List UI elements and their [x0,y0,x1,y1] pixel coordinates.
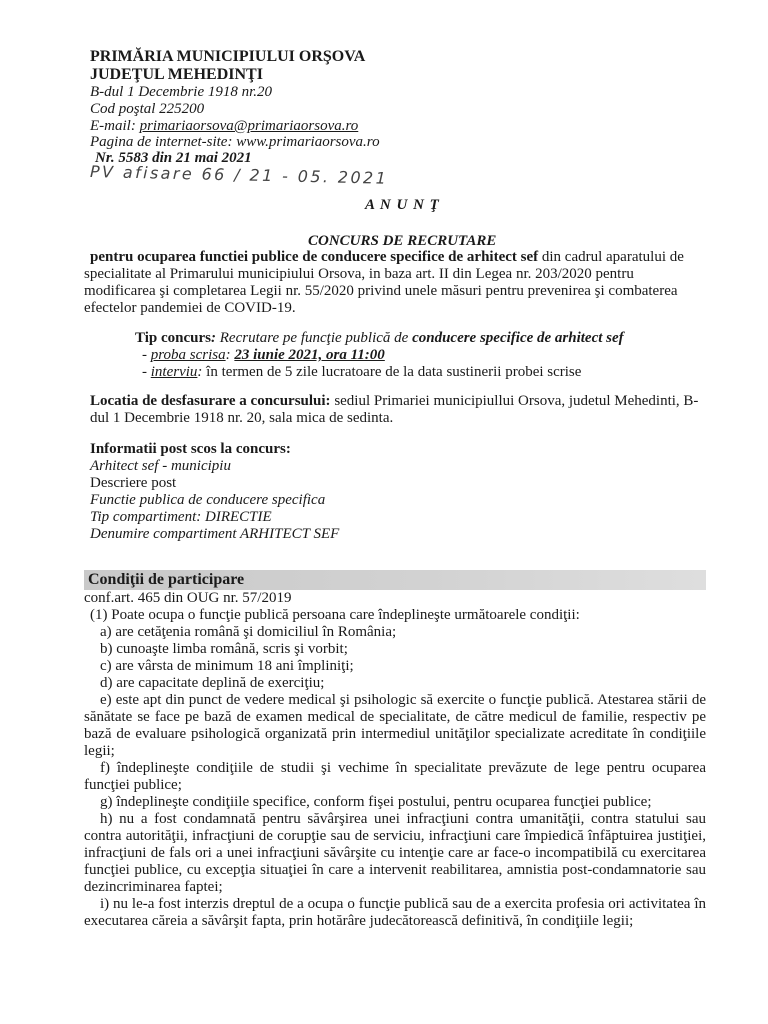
website-line: Pagina de internet-site: www.primariaorsova.ro [90,134,380,150]
contest-type-label: Tip concurs [135,330,211,346]
interview: - interviu: în termen de 5 zile lucratoare de la data sustinerii probei scrise [142,364,582,380]
contest-type: Tip concurs: Recrutare pe funcţie publică de conducere specifice de arhitect sef [135,330,624,346]
conditions-intro: (1) Poate ocupa o funcţie publică persoana care îndeplineşte următoarele condiţii: [90,607,580,623]
location-line-2: dul 1 Decembrie 1918 nr. 20, sala mica de sedinta. [90,410,394,426]
institution-name: PRIMĂRIA MUNICIPIULUI ORŞOVA [90,48,366,65]
condition-e: e) este apt din punct de vedere medical şi psihologic să exercite o funcţie publică. Atestarea stării de sănătate se face pe bază de examen medical de specialitate, de către medicul de familie, respectiv pe bază de evaluare psihologică organizată prin intermediul unităţilor specializate acreditate în condiţiile legii; [84,692,706,759]
county-name: JUDEŢUL MEHEDINŢI [90,66,263,83]
condition-f: f) îndeplineşte condiţiile de studii şi vechime în specialitate prevăzute de lege pentru ocuparea funcţiei publice; [84,760,706,793]
email-line [90,118,358,135]
intro-line-2: specialitate al Primarului municipiului Orsova, in baza art. II din Legea nr. 203/2020 pentru [84,266,634,282]
handwritten-note: PV afisare 66 / 21 - 05. 2021 [89,162,389,188]
address: B-dul 1 Decembrie 1918 nr.20 [90,84,273,100]
post-info-item: Arhitect sef - municipiu [90,458,231,474]
condition-b: b) cunoaşte limba română, scris şi vorbit; [100,641,348,657]
interview-text: în termen de 5 zile lucratoare de la data sustinerii probei scrise [202,364,582,380]
email-label: E-mail: [90,118,140,134]
condition-h: h) nu a fost condamnată pentru săvârşirea unei infracţiuni contra umanităţii, contra statului sau contra autorităţii, infracţiuni de corupţie sau de serviciu, infracţiuni care împiedică înfăptuirea justiţiei, infracţiuni de fals ori a unei infracţiuni săvârşite cu intenţie care ar face-o incompatibilă cu exercitarea funcţiei publice, cu excepţia situaţiei în care a intervenit reabilitarea, amnistia post-condamnatorie sau dezincriminarea faptei; [84,811,706,895]
intro-line-1 [90,249,684,266]
document-title: A N U N Ţ [365,197,440,213]
post-info-item: Tip compartiment: DIRECTIE [90,509,272,525]
written-exam-date: 23 iunie 2021, ora 11:00 [234,347,385,363]
condition-i: i) nu le-a fost interzis dreptul de a ocupa o funcţie publică sau de a exercita profesia ori activitatea în executarea căreia a săvârşit fapta, prin hotărâre judecătorească definitivă, în condiţiile legii; [84,896,706,929]
post-info-item: Functie publica de conducere specifica [90,492,326,508]
post-info-item: Descriere post [90,475,177,491]
interview-label: interviu [150,364,198,380]
written-exam: - proba scrisa: 23 iunie 2021, ora 11:00 [142,347,385,363]
location-text: sediul Primariei municipiullui Orsova, judetul Mehedinti, B- [330,393,699,409]
intro-lead: pentru ocuparea functiei publice de conducere specifice de arhitect sef [90,249,539,265]
condition-c: c) are vârsta de minimum 18 ani împliniţi; [100,658,354,674]
document-subtitle: CONCURS DE RECRUTARE [308,233,497,249]
location-line-1 [90,393,698,410]
postal-code: Cod poştal 225200 [90,101,205,117]
written-exam-label: proba scrisa [150,347,226,363]
conditions-legal-ref: conf.art. 465 din OUG nr. 57/2019 [84,590,292,606]
intro-rest: din cadrul aparatului de [538,249,684,265]
condition-g: g) îndeplineşte condiţiile specifice, conform fişei postului, pentru ocuparea funcţiei publice; [100,794,652,810]
condition-a: a) are cetăţenia română şi domiciliul în România; [100,624,397,640]
post-info-item: Denumire compartiment ARHITECT SEF [90,526,340,542]
location-label: Locatia de desfasurare a concursului: [90,393,331,409]
conditions-title: Condiţii de participare [88,571,245,588]
post-info-label: Informatii post scos la concurs: [90,441,291,457]
contest-type-text: Recrutare pe funcţie publică de [216,330,413,346]
intro-line-4: efectelor pandemiei de COVID-19. [84,300,296,316]
intro-line-3: modificarea şi completarea Legii nr. 55/2020 privind unele măsuri pentru prevenirea şi combaterea [84,283,678,299]
condition-d: d) are capacitate deplină de exerciţiu; [100,675,325,691]
registration-number: Nr. 5583 din 21 mai 2021 [95,150,252,166]
contest-type-position: conducere specifice de arhitect sef [412,330,624,346]
email-link[interactable]: primariaorsova@primariaorsova.ro [139,118,359,134]
